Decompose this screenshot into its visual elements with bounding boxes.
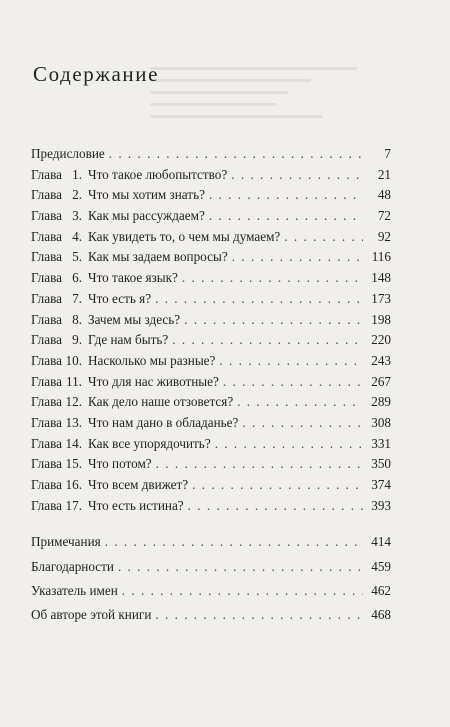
toc-chapters — [31, 165, 391, 517]
chapter-number — [31, 289, 88, 310]
chapter-prefix: Глава — [31, 352, 62, 368]
chapter-title: Что всем движет? — [88, 477, 189, 492]
chapter-prefix: Глава — [31, 456, 62, 472]
toc-front-matter — [31, 144, 391, 165]
chapter-label — [31, 206, 205, 227]
chapter-label — [31, 165, 227, 186]
chapter-label — [31, 247, 228, 268]
entry-title: Об авторе этой книги — [31, 606, 152, 622]
dot-leader — [242, 413, 363, 434]
dot-leader — [231, 165, 363, 186]
chapter-number — [31, 392, 88, 413]
chapter-prefix: Глава — [31, 208, 62, 224]
toc-entry[interactable] — [31, 144, 391, 165]
chapter-number — [31, 475, 88, 496]
entry-title: Примечания — [31, 534, 101, 550]
chapter-prefix: Глава — [31, 394, 62, 410]
chapter-number — [31, 413, 88, 434]
dot-leader — [156, 454, 363, 475]
chapter-prefix: Глава — [31, 497, 62, 513]
page-number: 459 — [371, 558, 391, 574]
chapter-title: Насколько мы разные? — [88, 352, 216, 368]
page-number: 374 — [371, 477, 391, 492]
page-number: 308 — [371, 414, 391, 430]
chapter-number — [31, 351, 88, 372]
chapter-title: Что потом? — [88, 456, 152, 472]
page-number: 148 — [371, 270, 391, 286]
chapter-label — [31, 185, 205, 206]
chapter-num: 16. — [65, 477, 82, 492]
page-number: 414 — [371, 534, 391, 550]
chapter-title: Как мы задаем вопросы? — [88, 249, 228, 265]
dot-leader — [122, 579, 363, 603]
page-number: 350 — [371, 456, 391, 472]
chapter-prefix: Глава — [31, 435, 62, 451]
page-number: 243 — [371, 352, 391, 368]
toc-entry[interactable] — [31, 555, 391, 579]
chapter-title: Зачем мы здесь? — [88, 311, 181, 327]
chapter-title: Где нам быть? — [88, 332, 169, 348]
chapter-num: 17. — [65, 497, 82, 513]
dot-leader — [155, 603, 363, 627]
chapter-num: 10. — [65, 352, 82, 368]
chapter-number — [31, 206, 88, 227]
chapter-prefix: Глава — [31, 270, 62, 286]
chapter-num: 8. — [72, 311, 82, 327]
toc-entry[interactable] — [31, 579, 391, 603]
toc-back-matter — [31, 530, 391, 627]
page-number: 7 — [384, 146, 391, 161]
chapter-prefix: Глава — [31, 332, 62, 348]
chapter-number — [31, 496, 88, 517]
entry-title: Предисловие — [31, 146, 105, 161]
chapter-title: Что такое язык? — [88, 270, 178, 286]
chapter-num: 14. — [65, 435, 82, 451]
dot-leader — [188, 496, 363, 517]
page-number: 21 — [377, 166, 391, 182]
chapter-num: 7. — [72, 290, 82, 306]
chapter-prefix: Глава — [31, 311, 62, 327]
chapter-label — [31, 496, 184, 517]
toc-entry[interactable] — [31, 165, 391, 186]
chapter-label — [31, 475, 188, 496]
toc-entry[interactable] — [31, 372, 391, 393]
toc-entry[interactable] — [31, 454, 391, 475]
page-number: 393 — [371, 497, 391, 513]
dot-leader — [219, 351, 363, 372]
chapter-num: 9. — [72, 332, 82, 348]
chapter-prefix: Глава — [31, 414, 62, 430]
chapter-title: Как все упорядочить? — [88, 435, 211, 451]
dot-leader — [182, 268, 363, 289]
table-of-contents — [31, 144, 391, 627]
toc-entry[interactable] — [31, 310, 391, 331]
page-number: 468 — [371, 606, 391, 622]
dot-leader — [209, 185, 363, 206]
dot-leader — [237, 392, 363, 413]
chapter-label — [31, 289, 151, 310]
page-number: 72 — [377, 208, 391, 224]
chapter-num: 5. — [72, 249, 82, 265]
chapter-label — [31, 330, 168, 351]
page-number: 173 — [371, 290, 391, 306]
page-number: 289 — [371, 394, 391, 410]
chapter-title: Что есть истина? — [88, 497, 184, 513]
toc-entry[interactable] — [31, 434, 391, 455]
dot-leader — [284, 227, 363, 248]
chapter-number — [31, 454, 88, 475]
toc-entry[interactable] — [31, 227, 391, 248]
chapter-num: 6. — [72, 270, 82, 286]
chapter-prefix: Глава — [31, 228, 62, 244]
page-number: 116 — [371, 249, 391, 265]
toc-entry[interactable] — [31, 185, 391, 206]
chapter-label — [31, 227, 280, 248]
chapter-number — [31, 330, 88, 351]
dot-leader — [105, 530, 363, 554]
chapter-number — [31, 227, 88, 248]
chapter-label — [31, 372, 219, 393]
toc-entry[interactable] — [31, 413, 391, 434]
chapter-number — [31, 268, 88, 289]
chapter-label — [31, 434, 211, 455]
dot-leader — [192, 475, 363, 496]
dot-leader — [232, 247, 363, 268]
page-number: 198 — [371, 311, 391, 327]
toc-entry[interactable] — [31, 206, 391, 227]
toc-entry[interactable] — [31, 530, 391, 554]
dot-leader — [155, 289, 363, 310]
page-bleed-through — [150, 58, 380, 158]
chapter-number — [31, 310, 88, 331]
chapter-title: Как увидеть то, о чем мы думаем? — [88, 228, 281, 244]
entry-title: Благодарности — [31, 558, 114, 574]
chapter-title: Что мы хотим знать? — [88, 187, 205, 203]
page-number: 331 — [371, 435, 391, 451]
chapter-num: 13. — [65, 414, 82, 430]
page-number: 48 — [377, 187, 391, 203]
chapter-label — [31, 413, 238, 434]
page-number: 220 — [371, 332, 391, 348]
toc-entry[interactable] — [31, 496, 391, 517]
chapter-number — [31, 434, 88, 455]
chapter-number — [31, 165, 88, 186]
dot-leader — [184, 310, 363, 331]
chapter-title: Что нам дано в обладанье? — [88, 414, 239, 430]
toc-entry[interactable] — [31, 268, 391, 289]
chapter-label — [31, 268, 178, 289]
chapter-num: 3. — [72, 208, 82, 224]
dot-leader — [118, 555, 363, 579]
toc-entry[interactable] — [31, 289, 391, 310]
chapter-num: 4. — [72, 228, 82, 244]
chapter-number — [31, 185, 88, 206]
toc-entry[interactable] — [31, 475, 391, 496]
dot-leader — [209, 206, 363, 227]
dot-leader — [172, 330, 363, 351]
chapter-num: 12. — [65, 394, 82, 410]
dot-leader — [215, 434, 363, 455]
page-number: 462 — [371, 582, 391, 598]
chapter-title: Как дело наше отзовется? — [88, 394, 234, 410]
chapter-num: 11. — [66, 373, 82, 389]
chapter-number — [31, 372, 88, 393]
dot-leader — [223, 372, 363, 393]
chapter-label — [31, 454, 152, 475]
toc-entry[interactable] — [31, 330, 391, 351]
chapter-title: Что для нас животные? — [88, 373, 219, 389]
toc-entry[interactable] — [31, 351, 391, 372]
chapter-num: 2. — [72, 187, 82, 203]
toc-entry[interactable] — [31, 392, 391, 413]
page-number: 267 — [371, 373, 391, 389]
chapter-title: Как мы рассуждаем? — [88, 208, 205, 224]
chapter-number — [31, 247, 88, 268]
entry-title: Указатель имен — [31, 582, 118, 598]
chapter-num: 15. — [65, 456, 82, 472]
chapter-prefix: Глава — [31, 166, 62, 182]
page-number: 92 — [377, 228, 391, 244]
chapter-title: Что такое любопытство? — [88, 166, 228, 182]
toc-entry[interactable] — [31, 247, 391, 268]
chapter-prefix: Глава — [31, 373, 62, 389]
chapter-prefix: Глава — [31, 477, 62, 492]
chapter-prefix: Глава — [31, 290, 62, 306]
chapter-title: Что есть я? — [88, 290, 152, 306]
page-title: Содержание — [33, 62, 160, 86]
chapter-label — [31, 310, 180, 331]
toc-entry[interactable] — [31, 603, 391, 627]
chapter-prefix: Глава — [31, 187, 62, 203]
chapter-num: 1. — [72, 166, 82, 182]
chapter-prefix: Глава — [31, 249, 62, 265]
chapter-label — [31, 351, 215, 372]
chapter-label — [31, 392, 233, 413]
dot-leader — [109, 144, 363, 165]
